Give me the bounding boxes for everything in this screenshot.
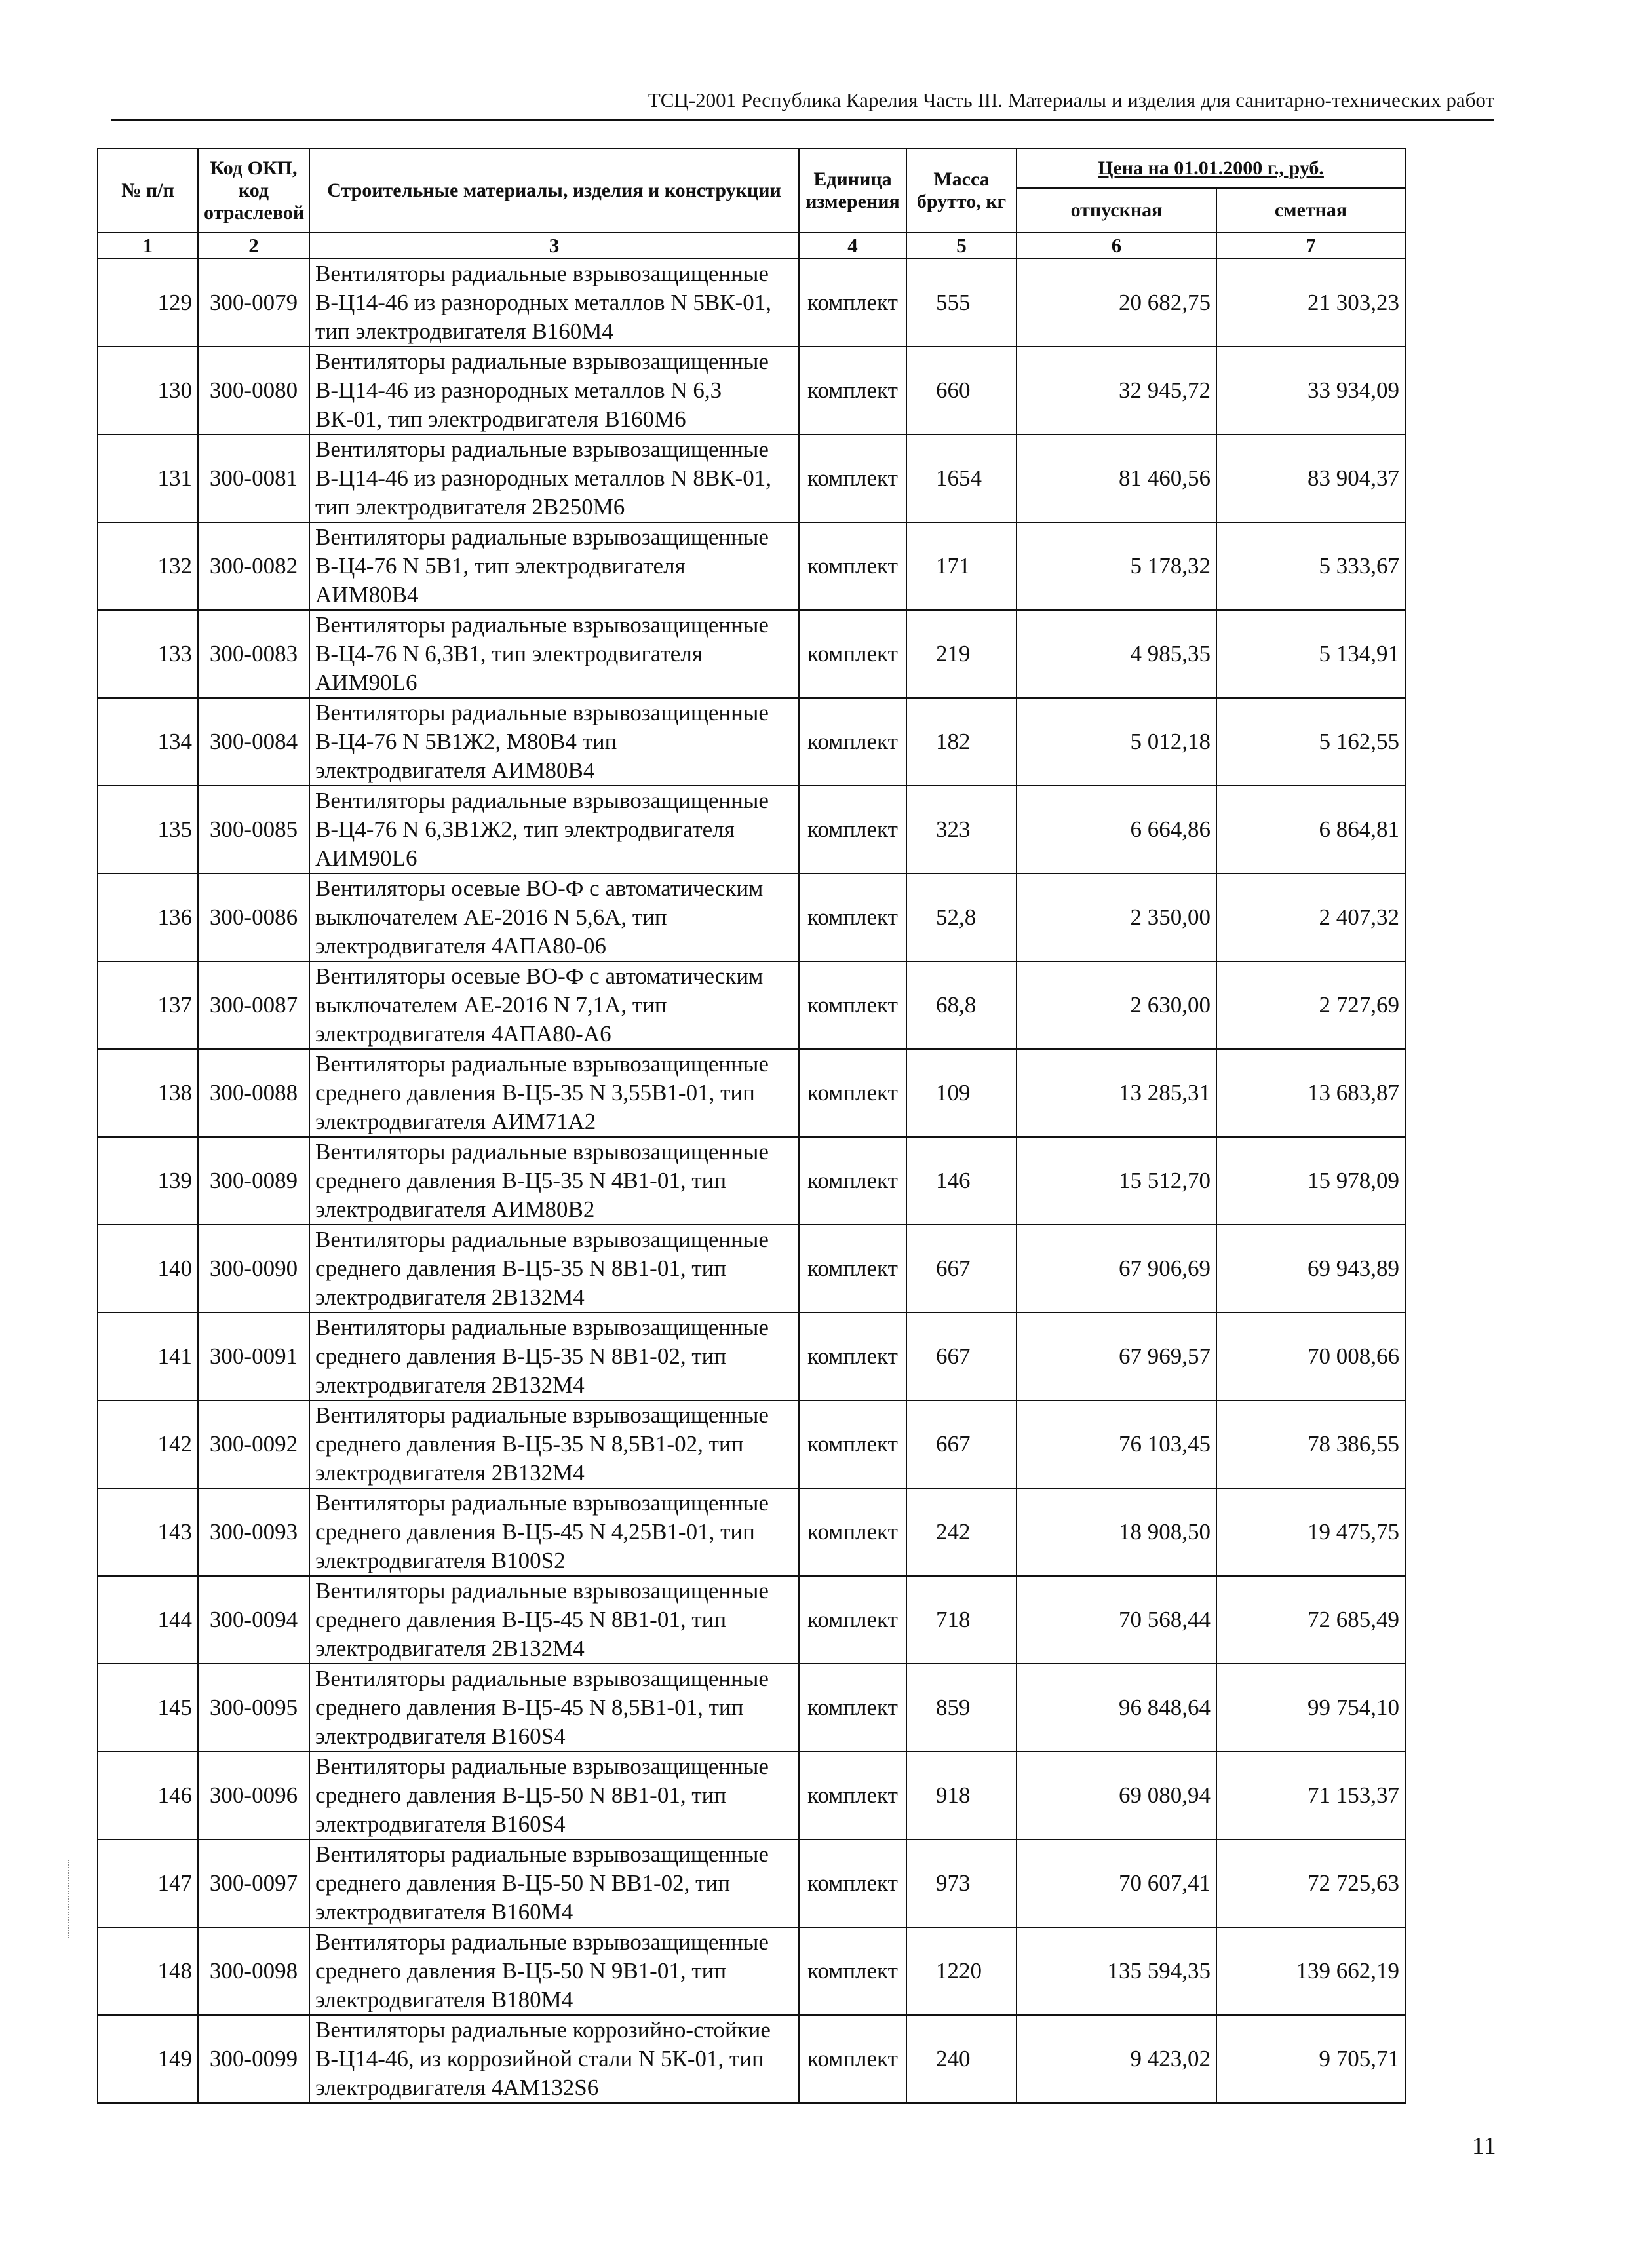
okp-code-cell: 300-0091: [198, 1313, 309, 1400]
release-price-cell: 13 285,31: [1017, 1049, 1216, 1137]
row-number-cell: 133: [98, 610, 198, 698]
column-number: 5: [906, 233, 1017, 259]
header-divider: [111, 119, 1494, 121]
release-price-cell: 70 607,41: [1017, 1839, 1216, 1927]
table-row: [98, 1400, 1405, 1488]
estimate-price-cell: 72 725,63: [1216, 1839, 1405, 1927]
estimate-price-cell: 2 727,69: [1216, 961, 1405, 1049]
material-name-cell: Вентиляторы радиальные взрывозащищенные среднего давления В-Ц5-45 N 4,25В1-01, тип электродвигателя В100S2: [309, 1488, 799, 1576]
okp-code-cell: 300-0081: [198, 434, 309, 522]
release-price-cell: 96 848,64: [1017, 1664, 1216, 1752]
price-group-title: Цена на 01.01.2000 г., руб.: [1098, 157, 1324, 179]
okp-code-cell: 300-0094: [198, 1576, 309, 1664]
mass-cell: 242: [906, 1488, 1017, 1576]
material-name-cell: Вентиляторы радиальные взрывозащищенные среднего давления В-Ц5-50 N 9В1-01, тип электродвигателя В180М4: [309, 1927, 799, 2015]
unit-cell: комплект: [799, 1839, 906, 1927]
mass-cell: 182: [906, 698, 1017, 786]
okp-code-cell: 300-0089: [198, 1137, 309, 1225]
material-name-cell: Вентиляторы радиальные взрывозащищенные среднего давления В-Ц5-35 N 8,5В1-02, тип электродвигателя 2В132М4: [309, 1400, 799, 1488]
material-name-cell: Вентиляторы радиальные взрывозащищенные среднего давления В-Ц5-50 N 8В1-01, тип электродвигателя В160S4: [309, 1752, 799, 1839]
release-price-cell: 6 664,86: [1017, 786, 1216, 874]
mass-cell: 973: [906, 1839, 1017, 1927]
release-price-cell: 67 969,57: [1017, 1313, 1216, 1400]
table-row: [98, 1664, 1405, 1752]
table-row: [98, 1225, 1405, 1313]
material-name-cell: Вентиляторы радиальные взрывозащищенные среднего давления В-Ц5-35 N 8В1-01, тип электродвигателя 2В132М4: [309, 1225, 799, 1313]
okp-code-cell: 300-0085: [198, 786, 309, 874]
mass-cell: 667: [906, 1400, 1017, 1488]
table-row: [98, 786, 1405, 874]
okp-code-cell: 300-0090: [198, 1225, 309, 1313]
header-material-name: Строительные материалы, изделия и конструкции: [309, 149, 799, 233]
header-okp-code: Код ОКП, код отраслевой: [198, 149, 309, 233]
row-number-cell: 132: [98, 522, 198, 610]
row-number-cell: 146: [98, 1752, 198, 1839]
estimate-price-cell: 2 407,32: [1216, 874, 1405, 961]
column-number: 6: [1017, 233, 1216, 259]
mass-cell: 660: [906, 347, 1017, 434]
row-number-cell: 141: [98, 1313, 198, 1400]
material-name-cell: Вентиляторы радиальные взрывозащищенные среднего давления В-Ц5-35 N 4В1-01, тип электродвигателя АИМ80В2: [309, 1137, 799, 1225]
mass-cell: 1220: [906, 1927, 1017, 2015]
estimate-price-cell: 13 683,87: [1216, 1049, 1405, 1137]
row-number-cell: 147: [98, 1839, 198, 1927]
header-unit: Единица измерения: [799, 149, 906, 233]
mass-cell: 219: [906, 610, 1017, 698]
mass-cell: 109: [906, 1049, 1017, 1137]
row-number-cell: 144: [98, 1576, 198, 1664]
okp-code-cell: 300-0079: [198, 259, 309, 347]
estimate-price-cell: 6 864,81: [1216, 786, 1405, 874]
unit-cell: комплект: [799, 1488, 906, 1576]
okp-code-cell: 300-0095: [198, 1664, 309, 1752]
unit-cell: комплект: [799, 259, 906, 347]
mass-cell: 918: [906, 1752, 1017, 1839]
release-price-cell: 4 985,35: [1017, 610, 1216, 698]
mass-cell: 68,8: [906, 961, 1017, 1049]
table-row: [98, 961, 1405, 1049]
okp-code-cell: 300-0092: [198, 1400, 309, 1488]
release-price-cell: 18 908,50: [1017, 1488, 1216, 1576]
mass-cell: 859: [906, 1664, 1017, 1752]
unit-cell: комплект: [799, 698, 906, 786]
material-name-cell: Вентиляторы радиальные взрывозащищенные среднего давления В-Ц5-35 N 3,55В1-01, тип электродвигателя АИМ71А2: [309, 1049, 799, 1137]
mass-cell: 146: [906, 1137, 1017, 1225]
estimate-price-cell: 21 303,23: [1216, 259, 1405, 347]
release-price-cell: 67 906,69: [1017, 1225, 1216, 1313]
estimate-price-cell: 15 978,09: [1216, 1137, 1405, 1225]
estimate-price-cell: 99 754,10: [1216, 1664, 1405, 1752]
release-price-cell: 69 080,94: [1017, 1752, 1216, 1839]
unit-cell: комплект: [799, 1400, 906, 1488]
estimate-price-cell: 69 943,89: [1216, 1225, 1405, 1313]
table-row: [98, 259, 1405, 347]
unit-cell: комплект: [799, 434, 906, 522]
row-number-cell: 135: [98, 786, 198, 874]
page-number: 11: [1472, 2132, 1496, 2160]
okp-code-cell: 300-0096: [198, 1752, 309, 1839]
table-row: [98, 1488, 1405, 1576]
estimate-price-cell: 19 475,75: [1216, 1488, 1405, 1576]
estimate-price-cell: 78 386,55: [1216, 1400, 1405, 1488]
unit-cell: комплект: [799, 2015, 906, 2103]
table-body: [98, 259, 1405, 2103]
estimate-price-cell: 70 008,66: [1216, 1313, 1405, 1400]
mass-cell: 171: [906, 522, 1017, 610]
unit-cell: комплект: [799, 522, 906, 610]
unit-cell: комплект: [799, 1137, 906, 1225]
unit-cell: комплект: [799, 874, 906, 961]
table-row: [98, 434, 1405, 522]
header-price-release: отпускная: [1017, 188, 1216, 233]
row-number-cell: 131: [98, 434, 198, 522]
okp-code-cell: 300-0097: [198, 1839, 309, 1927]
release-price-cell: 2 630,00: [1017, 961, 1216, 1049]
material-name-cell: Вентиляторы радиальные взрывозащищенные В-Ц4-76 N 6,3В1, тип электродвигателя АИМ90L6: [309, 610, 799, 698]
unit-cell: комплект: [799, 786, 906, 874]
header-price-estimate: сметная: [1216, 188, 1405, 233]
unit-cell: комплект: [799, 1313, 906, 1400]
unit-cell: комплект: [799, 610, 906, 698]
material-name-cell: Вентиляторы осевые ВО-Ф с автоматическим выключателем АЕ-2016 N 7,1А, тип электродвигателя 4АПА80-А6: [309, 961, 799, 1049]
release-price-cell: 32 945,72: [1017, 347, 1216, 434]
mass-cell: 667: [906, 1225, 1017, 1313]
release-price-cell: 5 012,18: [1017, 698, 1216, 786]
unit-cell: комплект: [799, 961, 906, 1049]
header-num: № п/п: [98, 149, 198, 233]
release-price-cell: 81 460,56: [1017, 434, 1216, 522]
row-number-cell: 139: [98, 1137, 198, 1225]
mass-cell: 52,8: [906, 874, 1017, 961]
okp-code-cell: 300-0082: [198, 522, 309, 610]
table-row: [98, 1839, 1405, 1927]
release-price-cell: 9 423,02: [1017, 2015, 1216, 2103]
okp-code-cell: 300-0084: [198, 698, 309, 786]
estimate-price-cell: 5 162,55: [1216, 698, 1405, 786]
material-name-cell: Вентиляторы радиальные взрывозащищенные В-Ц4-76 N 6,3В1Ж2, тип электродвигателя АИМ90L6: [309, 786, 799, 874]
estimate-price-cell: 72 685,49: [1216, 1576, 1405, 1664]
column-number: 2: [198, 233, 309, 259]
release-price-cell: 2 350,00: [1017, 874, 1216, 961]
material-name-cell: Вентиляторы радиальные взрывозащищенные В-Ц4-76 N 5В1, тип электродвигателя АИМ80В4: [309, 522, 799, 610]
material-name-cell: Вентиляторы радиальные взрывозащищенные В-Ц4-76 N 5В1Ж2, М80В4 тип электродвигателя АИМ80В4: [309, 698, 799, 786]
okp-code-cell: 300-0080: [198, 347, 309, 434]
material-name-cell: Вентиляторы осевые ВО-Ф с автоматическим выключателем АЕ-2016 N 5,6А, тип электродвигателя 4АПА80-06: [309, 874, 799, 961]
release-price-cell: 5 178,32: [1017, 522, 1216, 610]
okp-code-cell: 300-0087: [198, 961, 309, 1049]
okp-code-cell: 300-0098: [198, 1927, 309, 2015]
material-name-cell: Вентиляторы радиальные взрывозащищенные В-Ц14-46 из разнородных металлов N 5ВК-01, тип электродвигателя В160М4: [309, 259, 799, 347]
table-row: [98, 874, 1405, 961]
row-number-cell: 129: [98, 259, 198, 347]
table-row: [98, 1927, 1405, 2015]
estimate-price-cell: 71 153,37: [1216, 1752, 1405, 1839]
row-number-cell: 137: [98, 961, 198, 1049]
material-name-cell: Вентиляторы радиальные взрывозащищенные среднего давления В-Ц5-45 N 8В1-01, тип электродвигателя 2В132М4: [309, 1576, 799, 1664]
scan-margin-marks: [68, 1860, 71, 1938]
unit-cell: комплект: [799, 1225, 906, 1313]
unit-cell: комплект: [799, 347, 906, 434]
material-name-cell: Вентиляторы радиальные взрывозащищенные среднего давления В-Ц5-35 N 8В1-02, тип электродвигателя 2В132М4: [309, 1313, 799, 1400]
okp-code-cell: 300-0093: [198, 1488, 309, 1576]
estimate-price-cell: 139 662,19: [1216, 1927, 1405, 2015]
table-row: [98, 698, 1405, 786]
price-table: [97, 148, 1406, 2104]
mass-cell: 323: [906, 786, 1017, 874]
estimate-price-cell: 83 904,37: [1216, 434, 1405, 522]
unit-cell: комплект: [799, 1752, 906, 1839]
okp-code-cell: 300-0083: [198, 610, 309, 698]
material-name-cell: Вентиляторы радиальные коррозийно-стойкие В-Ц14-46, из коррозийной стали N 5К-01, тип электродвигателя 4АМ132S6: [309, 2015, 799, 2103]
release-price-cell: 76 103,45: [1017, 1400, 1216, 1488]
row-number-cell: 148: [98, 1927, 198, 2015]
table-row: [98, 522, 1405, 610]
table-row: [98, 1313, 1405, 1400]
column-number: 3: [309, 233, 799, 259]
column-numbers-row: [98, 233, 1405, 259]
okp-code-cell: 300-0099: [198, 2015, 309, 2103]
release-price-cell: 15 512,70: [1017, 1137, 1216, 1225]
release-price-cell: 20 682,75: [1017, 259, 1216, 347]
page-header-title: ТСЦ-2001 Республика Карелия Часть III. Материалы и изделия для санитарно-технических работ: [648, 88, 1494, 111]
column-number: 7: [1216, 233, 1405, 259]
mass-cell: 555: [906, 259, 1017, 347]
row-number-cell: 142: [98, 1400, 198, 1488]
table-row: [98, 610, 1405, 698]
material-name-cell: Вентиляторы радиальные взрывозащищенные среднего давления В-Ц5-45 N 8,5В1-01, тип электродвигателя В160S4: [309, 1664, 799, 1752]
unit-cell: комплект: [799, 1576, 906, 1664]
table-row: [98, 347, 1405, 434]
table-row: [98, 1137, 1405, 1225]
unit-cell: комплект: [799, 1927, 906, 2015]
unit-cell: комплект: [799, 1049, 906, 1137]
row-number-cell: 138: [98, 1049, 198, 1137]
table-row: [98, 2015, 1405, 2103]
estimate-price-cell: 33 934,09: [1216, 347, 1405, 434]
material-name-cell: Вентиляторы радиальные взрывозащищенные среднего давления В-Ц5-50 N ВВ1-02, тип электродвигателя В160М4: [309, 1839, 799, 1927]
row-number-cell: 134: [98, 698, 198, 786]
table-row: [98, 1049, 1405, 1137]
row-number-cell: 130: [98, 347, 198, 434]
table-row: [98, 1752, 1405, 1839]
estimate-price-cell: 5 333,67: [1216, 522, 1405, 610]
unit-cell: комплект: [799, 1664, 906, 1752]
row-number-cell: 149: [98, 2015, 198, 2103]
material-name-cell: Вентиляторы радиальные взрывозащищенные В-Ц14-46 из разнородных металлов N 8ВК-01, тип электродвигателя 2В250М6: [309, 434, 799, 522]
mass-cell: 240: [906, 2015, 1017, 2103]
header-price-group: [1017, 149, 1405, 188]
column-number: 1: [98, 233, 198, 259]
estimate-price-cell: 9 705,71: [1216, 2015, 1405, 2103]
estimate-price-cell: 5 134,91: [1216, 610, 1405, 698]
okp-code-cell: 300-0086: [198, 874, 309, 961]
table-row: [98, 1576, 1405, 1664]
release-price-cell: 70 568,44: [1017, 1576, 1216, 1664]
okp-code-cell: 300-0088: [198, 1049, 309, 1137]
release-price-cell: 135 594,35: [1017, 1927, 1216, 2015]
header-mass: Масса брутто, кг: [906, 149, 1017, 233]
material-name-cell: Вентиляторы радиальные взрывозащищенные В-Ц14-46 из разнородных металлов N 6,3 ВК-01, тип электродвигателя В160М6: [309, 347, 799, 434]
mass-cell: 667: [906, 1313, 1017, 1400]
column-number: 4: [799, 233, 906, 259]
row-number-cell: 143: [98, 1488, 198, 1576]
row-number-cell: 140: [98, 1225, 198, 1313]
row-number-cell: 136: [98, 874, 198, 961]
row-number-cell: 145: [98, 1664, 198, 1752]
mass-cell: 1654: [906, 434, 1017, 522]
mass-cell: 718: [906, 1576, 1017, 1664]
